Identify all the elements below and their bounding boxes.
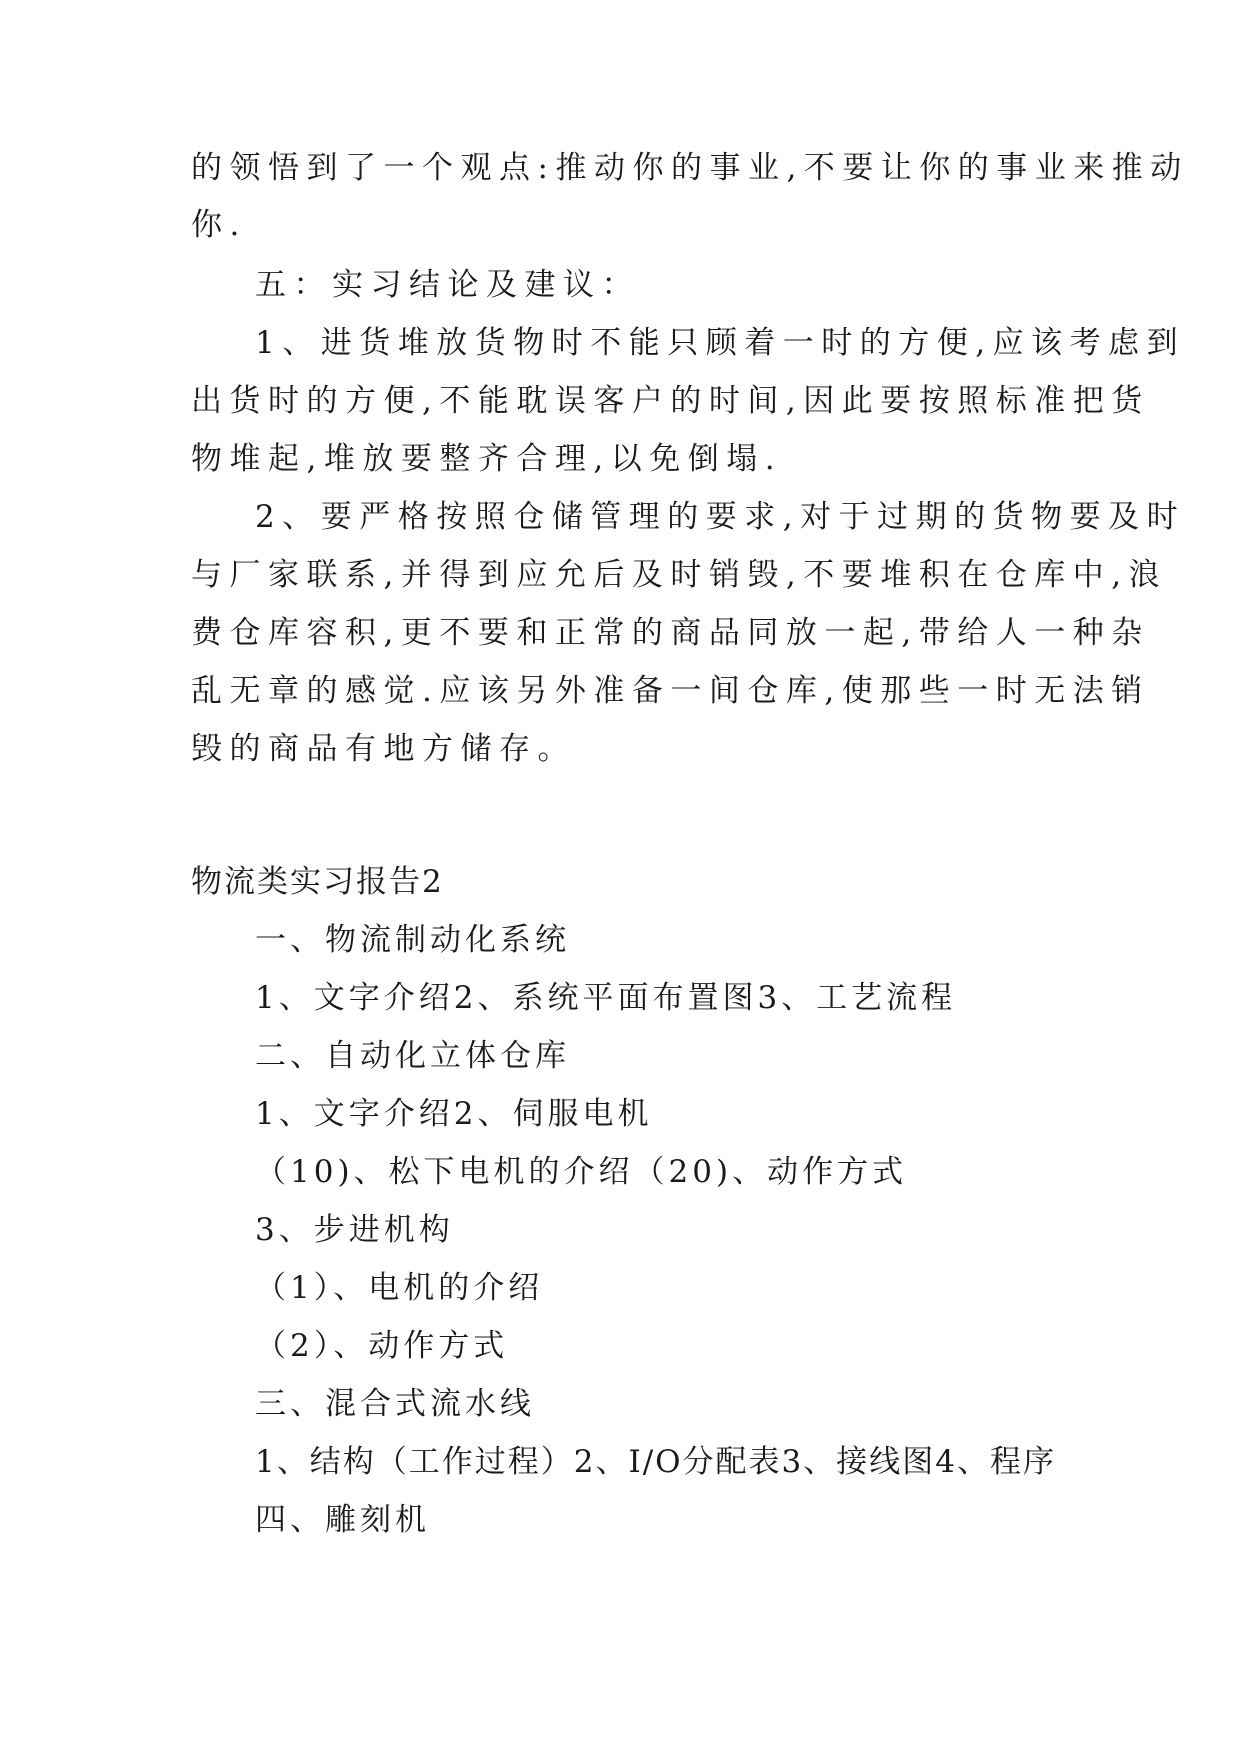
list-item: 三、混合式流水线 <box>255 1386 535 1422</box>
list-item: 3、步进机构 <box>255 1212 454 1248</box>
paragraph-line: 毁的商品有地方储存。 <box>191 731 576 767</box>
list-item: 1、文字介绍2、伺服电机 <box>255 1096 653 1132</box>
paragraph-line: 你. <box>191 207 247 243</box>
list-item: 一、物流制动化系统 <box>255 922 570 958</box>
list-item: 1、文字介绍2、系统平面布置图3、工艺流程 <box>255 980 957 1016</box>
paragraph-line: 2、要严格按照仓储管理的要求,对于过期的货物要及时 <box>255 499 1186 535</box>
list-item: （1）、电机的介绍 <box>255 1270 544 1306</box>
list-item: 二、自动化立体仓库 <box>255 1038 570 1074</box>
list-item: 1、结构（工作过程）2、I/O分配表3、接线图4、程序 <box>255 1444 1056 1480</box>
section-heading: 五：实习结论及建议： <box>255 267 640 303</box>
paragraph-line: 乱无章的感觉.应该另外准备一间仓库,使那些一时无法销 <box>191 673 1150 709</box>
paragraph-line: 出货时的方便,不能耽误客户的时间,因此要按照标准把货 <box>191 383 1150 419</box>
paragraph-line: 物堆起,堆放要整齐合理,以免倒塌. <box>191 441 783 477</box>
list-item: （10)、松下电机的介绍（20)、动作方式 <box>255 1154 908 1190</box>
report-title: 物流类实习报告2 <box>191 864 444 900</box>
paragraph-line: 费仓库容积,更不要和正常的商品同放一起,带给人一种杂 <box>191 615 1150 651</box>
list-item: 四、雕刻机 <box>255 1502 430 1538</box>
paragraph-line: 的领悟到了一个观点:推动你的事业,不要让你的事业来推动 <box>191 150 1189 186</box>
paragraph-line: 与厂家联系,并得到应允后及时销毁,不要堆积在仓库中,浪 <box>191 557 1168 593</box>
paragraph-line: 1、进货堆放货物时不能只顾着一时的方便,应该考虑到 <box>255 325 1186 361</box>
list-item: （2）、动作方式 <box>255 1328 509 1364</box>
